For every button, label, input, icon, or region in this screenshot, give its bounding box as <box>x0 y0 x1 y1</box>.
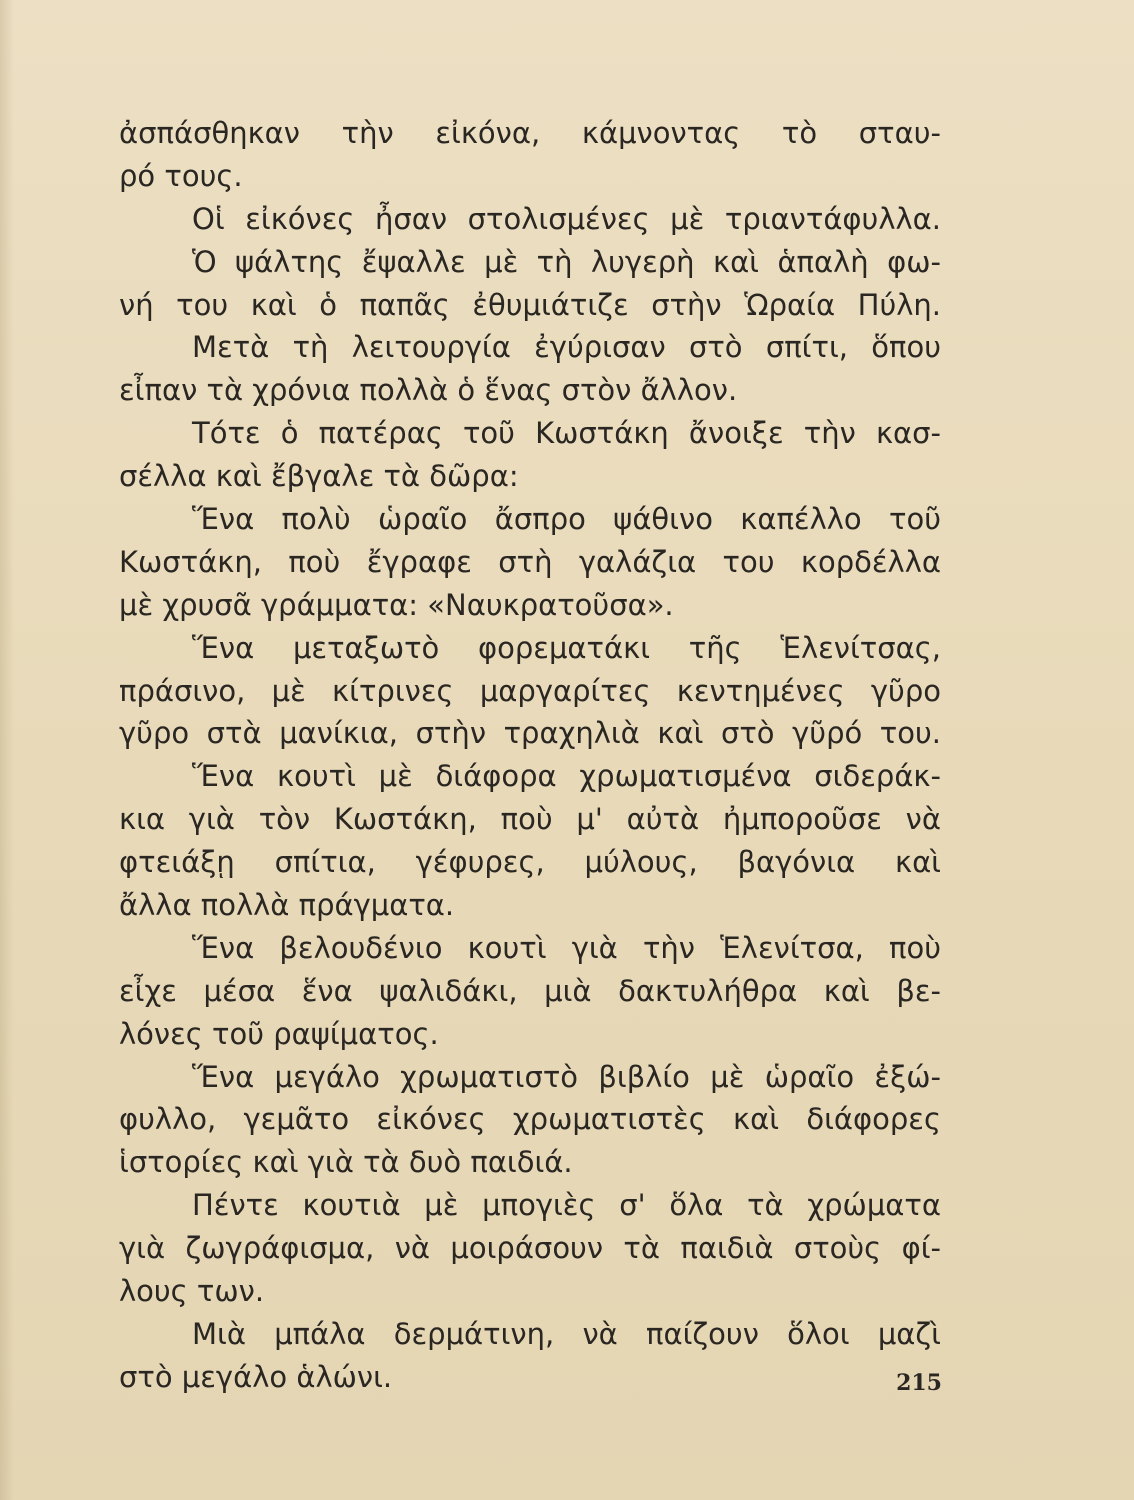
text-line: Ἕνα κουτὶ μὲ διάφορα χρωματισμένα σιδεράκ- <box>192 759 941 794</box>
text-line: γιὰ ζωγράφισμα, νὰ μοιράσουν τὰ παιδιὰ στοὺς φί- <box>119 1231 941 1266</box>
text-line: Ἕνα πολὺ ὡραῖο ἄσπρο ψάθινο καπέλλο τοῦ <box>192 502 941 537</box>
text-line: Κωστάκη, ποὺ ἔγραφε στὴ γαλάζια του κορδέλλα <box>119 544 941 579</box>
text-line: σέλλα καὶ ἔβγαλε τὰ δῶρα: <box>119 459 519 494</box>
text-line: εἶχε μέσα ἕνα ψαλιδάκι, μιὰ δακτυλήθρα καὶ βε- <box>119 973 941 1008</box>
text-line: φτειάξῃ σπίτια, γέφυρες, μύλους, βαγόνια καὶ <box>119 845 941 880</box>
text-line: Πέντε κουτιὰ μὲ μπογιὲς σ' ὅλα τὰ χρώματα <box>192 1188 941 1223</box>
text-line: μὲ χρυσᾶ γράμματα: «Ναυκρατοῦσα». <box>119 587 674 622</box>
text-line: λους των. <box>119 1274 265 1309</box>
text-line: ἄλλα πολλὰ πράγματα. <box>119 888 455 923</box>
page-number: 215 <box>896 1370 942 1396</box>
text-line: Οἱ εἰκόνες ἦσαν στολισμένες μὲ τριαντάφυλλα. <box>192 201 941 236</box>
text-line: λόνες τοῦ ραψίματος. <box>119 1016 439 1051</box>
text-line: πράσινο, μὲ κίτρινες μαργαρίτες κεντημένες γῦρο <box>119 673 941 708</box>
text-line: Τότε ὁ πατέρας τοῦ Κωστάκη ἄνοιξε τὴν κασ- <box>192 416 941 451</box>
text-line: κια γιὰ τὸν Κωστάκη, ποὺ μ' αὐτὰ ἠμποροῦσε νὰ <box>119 802 941 837</box>
body-text <box>119 112 941 1399</box>
text-line: στὸ μεγάλο ἁλώνι. <box>119 1359 393 1394</box>
text-line: γῦρο στὰ μανίκια, στὴν τραχηλιὰ καὶ στὸ γῦρό του. <box>119 716 941 751</box>
text-line: Μετὰ τὴ λειτουργία ἐγύρισαν στὸ σπίτι, ὅπου <box>192 330 941 365</box>
text-line: Ὁ ψάλτης ἔψαλλε μὲ τὴ λυγερὴ καὶ ἁπαλὴ φω- <box>192 244 941 279</box>
text-line: Μιὰ μπάλα δερμάτινη, νὰ παίζουν ὅλοι μαζὶ <box>192 1316 941 1351</box>
text-line: Ἕνα μεταξωτὸ φορεματάκι τῆς Ἑλενίτσας, <box>192 630 941 665</box>
text-line: φυλλο, γεμᾶτο εἰκόνες χρωματιστὲς καὶ διάφορες <box>119 1102 941 1137</box>
text-line: ἀσπάσθηκαν τὴν εἰκόνα, κάμνοντας τὸ σταυ- <box>119 116 941 150</box>
text-line: νή του καὶ ὁ παπᾶς ἐθυμιάτιζε στὴν Ὡραία Πύλη. <box>119 287 941 322</box>
text-line: Ἕνα μεγάλο χρωματιστὸ βιβλίο μὲ ὡραῖο ἐξώ- <box>192 1059 941 1094</box>
text-line: ρό τους. <box>119 158 243 193</box>
text-line: ἱστορίες καὶ γιὰ τὰ δυὸ παιδιά. <box>119 1145 573 1180</box>
text-line: εἶπαν τὰ χρόνια πολλὰ ὁ ἕνας στὸν ἄλλον. <box>119 373 738 408</box>
text-line: Ἕνα βελουδένιο κουτὶ γιὰ τὴν Ἑλενίτσα, ποὺ <box>192 930 941 965</box>
